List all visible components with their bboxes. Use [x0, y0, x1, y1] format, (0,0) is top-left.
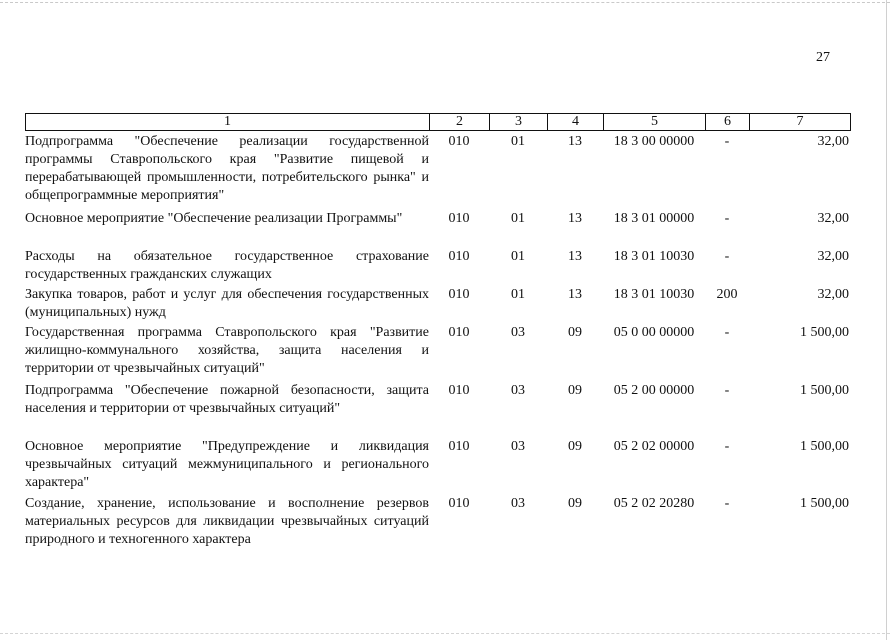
row-code-subsection: 09: [568, 383, 582, 398]
row-code-target: 05 0 00 00000: [613, 325, 695, 340]
row-amount: 1 500,00: [800, 383, 849, 398]
page-number: 27: [816, 50, 830, 65]
row-description: Создание, хранение, использование и восполнение резервов материальных ресурсов для ликвидации чрезвычайных ситуаций природного и техногенного характера: [25, 496, 429, 547]
header-col-1: 1: [26, 114, 430, 131]
row-code-expense-type: -: [724, 325, 730, 340]
row-code-subsection: 09: [568, 439, 582, 454]
row-code-target: 18 3 01 10030: [613, 249, 695, 264]
header-col-6: 6: [706, 114, 750, 131]
scan-edge-top: [0, 2, 890, 3]
row-code-target: 05 2 00 00000: [613, 383, 695, 398]
row-description: Подпрограмма "Обеспечение пожарной безопасности, защита населения и территории от чрезвычайных ситуаций": [25, 383, 429, 416]
row-code-subsection: 13: [568, 211, 582, 226]
row-amount: 1 500,00: [800, 325, 849, 340]
row-description: Государственная программа Ставропольского края "Развитие жилищно-коммунального хозяйства, защита населения и территории от чрезвычайных ситуаций": [25, 325, 429, 376]
row-code-expense-type: 200: [716, 287, 738, 302]
row-code-section: 03: [511, 383, 525, 398]
row-code-section: 01: [511, 249, 525, 264]
row-code-section: 03: [511, 496, 525, 511]
row-amount: 1 500,00: [800, 496, 849, 511]
row-code-ministry: 010: [448, 439, 470, 454]
row-amount: 32,00: [817, 287, 849, 302]
row-code-expense-type: -: [724, 439, 730, 454]
row-code-ministry: 010: [448, 211, 470, 226]
header-col-2: 2: [430, 114, 490, 131]
row-code-ministry: 010: [448, 249, 470, 264]
row-description: Закупка товаров, работ и услуг для обеспечения государственных (муниципальных) нужд: [25, 287, 429, 320]
row-description: Основное мероприятие "Обеспечение реализации Программы": [25, 211, 403, 226]
row-amount: 32,00: [817, 249, 849, 264]
row-description: Расходы на обязательное государственное страхование государственных гражданских служащих: [25, 249, 429, 282]
row-code-expense-type: -: [724, 383, 730, 398]
row-code-expense-type: -: [724, 134, 730, 149]
row-code-section: 01: [511, 287, 525, 302]
row-code-section: 01: [511, 211, 525, 226]
row-code-target: 05 2 02 20280: [613, 496, 695, 511]
row-amount: 32,00: [817, 211, 849, 226]
column-header-row: [25, 113, 851, 131]
row-code-section: 03: [511, 325, 525, 340]
row-amount: 1 500,00: [800, 439, 849, 454]
row-code-subsection: 09: [568, 496, 582, 511]
row-code-subsection: 13: [568, 134, 582, 149]
header-col-3: 3: [490, 114, 548, 131]
row-code-target: 18 3 01 10030: [613, 287, 695, 302]
row-code-ministry: 010: [448, 134, 470, 149]
row-code-target: 05 2 02 00000: [613, 439, 695, 454]
row-description: Подпрограмма "Обеспечение реализации государственной программы Ставропольского края "Развитие пищевой и перерабатывающей промышленности, потребительского рынка" и общепрограммные мероприятия": [25, 134, 429, 203]
row-code-ministry: 010: [448, 383, 470, 398]
row-code-subsection: 13: [568, 287, 582, 302]
header-col-5: 5: [604, 114, 706, 131]
row-amount: 32,00: [817, 134, 849, 149]
row-code-expense-type: -: [724, 496, 730, 511]
row-code-target: 18 3 00 00000: [613, 134, 695, 149]
row-code-ministry: 010: [448, 287, 470, 302]
row-code-ministry: 010: [448, 325, 470, 340]
row-code-expense-type: -: [724, 249, 730, 264]
row-description: Основное мероприятие "Предупреждение и ликвидация чрезвычайных ситуаций межмуниципального и регионального характера": [25, 439, 429, 490]
row-code-subsection: 13: [568, 249, 582, 264]
row-code-target: 18 3 01 00000: [613, 211, 695, 226]
row-code-subsection: 09: [568, 325, 582, 340]
header-col-4: 4: [548, 114, 604, 131]
scan-edge-right: [886, 0, 887, 640]
row-code-expense-type: -: [724, 211, 730, 226]
row-code-section: 03: [511, 439, 525, 454]
row-code-section: 01: [511, 134, 525, 149]
scan-edge-bottom: [0, 633, 890, 634]
row-code-ministry: 010: [448, 496, 470, 511]
header-col-7: 7: [750, 114, 851, 131]
